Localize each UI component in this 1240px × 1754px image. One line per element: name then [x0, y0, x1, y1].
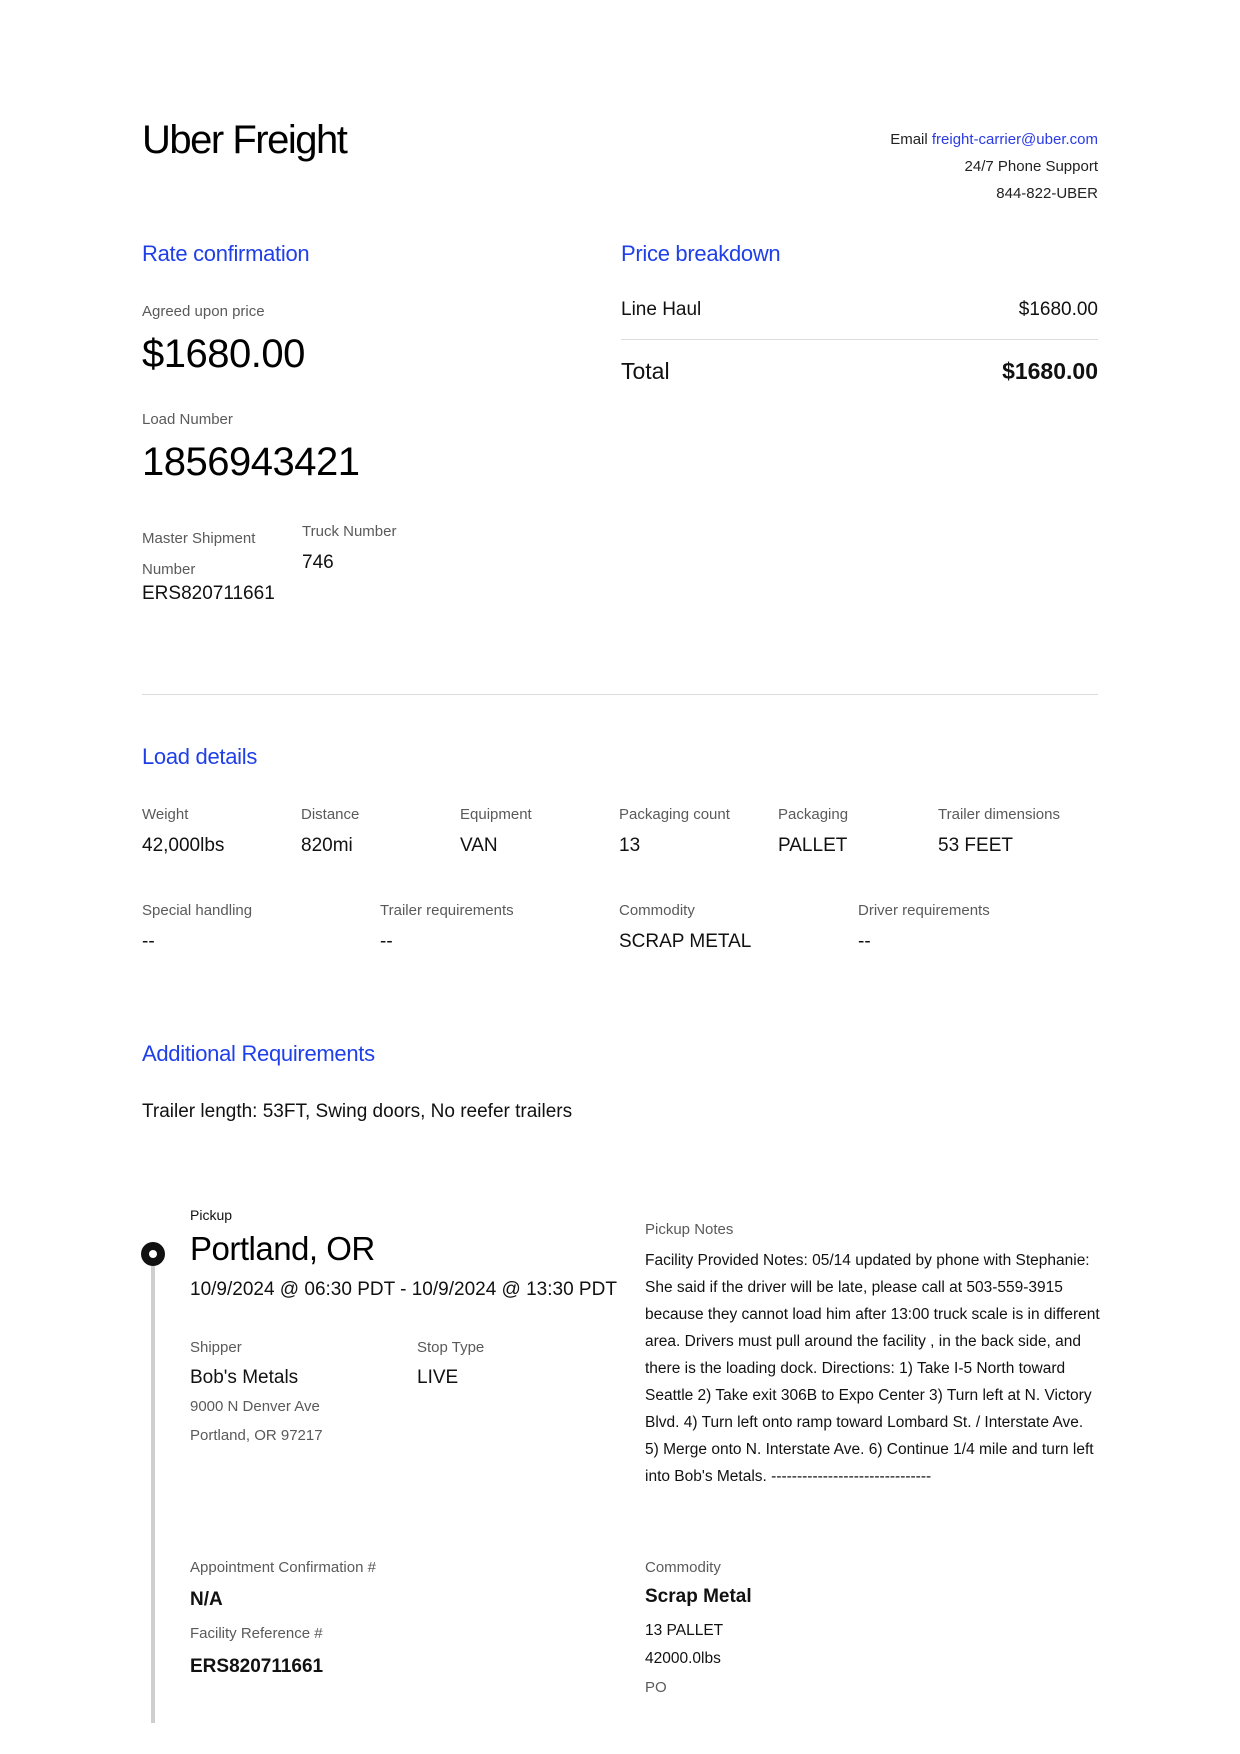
stop-type-value: LIVE: [417, 1367, 459, 1388]
master-shipment-value: ERS820711661: [142, 583, 275, 604]
agreed-price-label: Agreed upon price: [142, 303, 265, 320]
truck-number-value: 746: [302, 552, 334, 573]
packaging-count-value: 13: [619, 835, 641, 856]
price-breakdown-heading: Price breakdown: [621, 241, 781, 266]
pickup-marker-icon: [141, 1242, 165, 1266]
pickup-commodity-label: Commodity: [645, 1559, 721, 1576]
price-divider: [621, 339, 1098, 340]
trailer-dimensions-label: Trailer dimensions: [938, 806, 1060, 823]
shipper-address-line2: Portland, OR 97217: [190, 1427, 323, 1444]
packaging-value: PALLET: [778, 835, 848, 856]
line-haul-row: [621, 299, 1098, 321]
equipment-label: Equipment: [460, 806, 532, 823]
equipment-value: VAN: [460, 835, 498, 856]
truck-number-label: Truck Number: [302, 523, 397, 540]
shipper-name: Bob's Metals: [190, 1367, 299, 1388]
additional-requirements-text: Trailer length: 53FT, Swing doors, No reefer trailers: [142, 1101, 573, 1122]
distance-label: Distance: [301, 806, 360, 823]
additional-requirements-heading: Additional Requirements: [142, 1041, 375, 1066]
weight-value: 42,000lbs: [142, 835, 225, 856]
total-row: [621, 358, 1098, 385]
shipper-label: Shipper: [190, 1339, 242, 1356]
special-handling-value: --: [142, 931, 155, 952]
distance-value: 820mi: [301, 835, 353, 856]
pickup-notes-text: Facility Provided Notes: 05/14 updated by phone with Stephanie: She said if the driver will be late, please call at 503-559-3915 because they cannot load him after 13:00 truck scale is in different area. Drivers must pull around the facility , in the back side, and there is the loading dock. Directions: 1) Take I-5 North toward Seattle 2) Take exit 306B to Expo Center 3) Turn left at N. Victory Blvd. 4) Turn left onto ramp toward Lombard St. / Interstate Ave. 5) Merge onto N. Interstate Ave. 6) Continue 1/4 mile and turn left into Bob's Metals. -------------------------------: [645, 1252, 1100, 1485]
driver-requirements-value: --: [858, 931, 871, 952]
trailer-dimensions-value: 53 FEET: [938, 835, 1013, 856]
email-link[interactable]: freight-carrier@uber.com: [931, 131, 1098, 148]
commodity-label: Commodity: [619, 902, 695, 919]
load-number-label: Load Number: [142, 411, 233, 428]
pickup-tag: Pickup: [190, 1207, 233, 1223]
total-value: $1680.00: [1002, 358, 1098, 384]
pickup-commodity-name: Scrap Metal: [645, 1586, 752, 1607]
special-handling-label: Special handling: [142, 902, 253, 919]
trailer-requirements-label: Trailer requirements: [380, 902, 514, 919]
load-number-value: 1856943421: [142, 440, 360, 484]
pickup-commodity-po: PO: [645, 1679, 667, 1696]
email-line: [890, 126, 1098, 153]
pickup-commodity-weight: 42000.0lbs: [645, 1650, 721, 1667]
stop-timeline-line: [151, 1263, 155, 1723]
facility-reference-label: Facility Reference #: [190, 1625, 323, 1642]
weight-label: Weight: [142, 806, 189, 823]
agreed-price-value: $1680.00: [142, 332, 305, 376]
pickup-commodity-qty: 13 PALLET: [645, 1622, 724, 1639]
section-divider: [142, 694, 1098, 695]
rate-confirmation-heading: Rate confirmation: [142, 241, 310, 266]
packaging-label: Packaging: [778, 806, 849, 823]
driver-requirements-label: Driver requirements: [858, 902, 990, 919]
uber-freight-logo: Uber Freight: [142, 118, 347, 162]
appointment-confirmation-label: Appointment Confirmation #: [190, 1559, 376, 1576]
email-label: Email: [890, 131, 928, 148]
phone-number: 844-822-UBER: [996, 185, 1098, 202]
facility-reference-value: ERS820711661: [190, 1656, 324, 1677]
line-haul-value: $1680.00: [1018, 299, 1098, 320]
stop-type-label: Stop Type: [417, 1339, 485, 1356]
pickup-notes-label: Pickup Notes: [645, 1221, 734, 1238]
total-label: Total: [621, 358, 670, 384]
pickup-city: Portland, OR: [190, 1230, 375, 1267]
shipper-address-line1: 9000 N Denver Ave: [190, 1398, 320, 1415]
line-haul-label: Line Haul: [621, 299, 702, 320]
packaging-count-label: Packaging count: [619, 806, 730, 823]
phone-support-label: 24/7 Phone Support: [964, 158, 1098, 175]
pickup-window: 10/9/2024 @ 06:30 PDT - 10/9/2024 @ 13:30 PDT: [190, 1279, 617, 1300]
master-shipment-label: Master Shipment Number: [142, 530, 256, 578]
appointment-confirmation-value: N/A: [190, 1589, 223, 1610]
trailer-requirements-value: --: [380, 931, 393, 952]
contact-block: [890, 126, 1098, 207]
commodity-value: SCRAP METAL: [619, 931, 752, 952]
load-details-heading: Load details: [142, 744, 258, 769]
